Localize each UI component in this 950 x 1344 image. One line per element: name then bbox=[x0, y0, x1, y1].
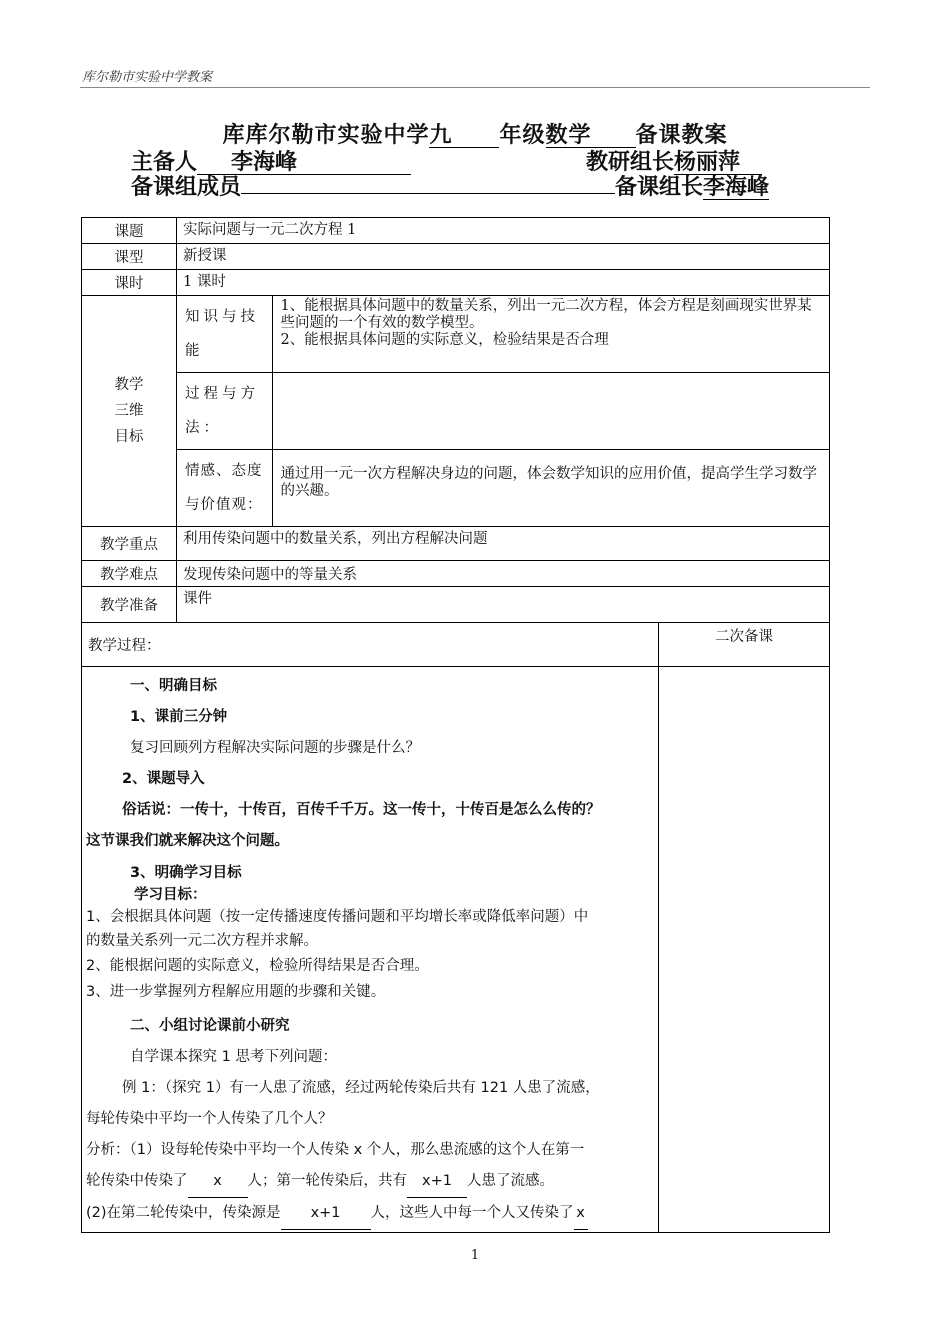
blank-4: x bbox=[574, 1198, 588, 1230]
process-method-label: 过程与方法： bbox=[177, 373, 272, 450]
topic-label: 课题 bbox=[82, 218, 177, 244]
blank-2: x+1 bbox=[407, 1166, 467, 1198]
grade-suffix: 年级 bbox=[499, 122, 546, 148]
group-line bbox=[131, 170, 769, 201]
research-leader-label: 教研组长 bbox=[586, 149, 675, 175]
process-method-content bbox=[272, 373, 829, 450]
blank-1: x bbox=[188, 1166, 248, 1198]
title-suffix: 备课教案 bbox=[635, 122, 728, 148]
section-1-1-text: 复习回顾列方程解决实际问题的步骤是什么？ bbox=[130, 740, 420, 756]
section-1-2-heading: 2、课题导入 bbox=[122, 771, 205, 787]
header-note: 库尔勒市实验中学教案 bbox=[82, 70, 213, 85]
section-1-1-heading: 1、课前三分钟 bbox=[130, 709, 228, 725]
emotion-value-content: 通过用一元一次方程解决身边的问题，体会数学知识的应用价值，提高学生学习数学的兴趣。 bbox=[280, 466, 817, 499]
topic-value: 实际问题与一元二次方程 1 bbox=[177, 218, 830, 244]
emotion-value-label: 情感、态度与价值观： bbox=[177, 450, 272, 527]
header-divider bbox=[80, 87, 870, 88]
goal-2: 2、能根据问题的实际意义，检验所得结果是否合理。 bbox=[86, 958, 429, 974]
preparer-label: 主备人 bbox=[131, 149, 198, 175]
knowledge-skill-label: 知识与技能 bbox=[177, 296, 272, 373]
difficulty-label: 教学难点 bbox=[82, 561, 177, 587]
lesson-plan-table bbox=[81, 217, 830, 1233]
objectives-label: 教学 三维 目标 bbox=[82, 296, 177, 527]
group-leader-label: 备课组长 bbox=[615, 174, 704, 200]
second-prep-label: 二次备课 bbox=[659, 623, 830, 667]
second-prep-content bbox=[659, 667, 830, 1233]
goal-1-a: 1、会根据具体问题（按一定传播速度传播问题和平均增长率或降低率问题）中 bbox=[86, 909, 589, 925]
type-label: 课型 bbox=[82, 244, 177, 270]
analysis-1-a: 分析：（1）设每轮传染中平均一个人传染 x 个人，那么患流感的这个人在第一 bbox=[86, 1142, 585, 1158]
type-value: 新授课 bbox=[177, 244, 830, 270]
preparer-value: 李海峰 bbox=[197, 150, 411, 175]
learning-goals-heading: 学习目标： bbox=[134, 887, 207, 903]
preparation-label: 教学准备 bbox=[82, 587, 177, 623]
goal-3: 3、进一步掌握列方程解应用题的步骤和关键。 bbox=[86, 984, 386, 1000]
hours-value: 1 课时 bbox=[177, 270, 830, 296]
group-members-value bbox=[241, 193, 615, 194]
section-1-heading: 一、明确目标 bbox=[130, 678, 217, 694]
process-label: 教学过程： bbox=[82, 623, 659, 667]
example-1-b: 每轮传染中平均一个人传染了几个人？ bbox=[86, 1111, 333, 1127]
analysis-1-b: 轮传染中传染了 x 人；第一轮传染后，共有 x+1 人患了流感。 bbox=[86, 1166, 654, 1198]
grade-value: 九 bbox=[429, 123, 499, 148]
group-leader-value: 李海峰 bbox=[703, 174, 770, 200]
section-1-2-text-a: 俗话说：一传十，十传百，百传千千万。这一传十，十传百是怎么么传的？ bbox=[122, 802, 601, 818]
page-number: 1 bbox=[470, 1248, 480, 1263]
section-1-3-heading: 3、明确学习目标 bbox=[130, 865, 242, 881]
key-point-value: 利用传染问题中的数量关系，列出方程解决问题 bbox=[177, 527, 830, 561]
preparation-value: 课件 bbox=[177, 587, 830, 623]
section-1-2-text-b: 这节课我们就来解决这个问题。 bbox=[86, 833, 289, 849]
analysis-2: (2)在第二轮传染中，传染源是 x+1 人，这些人中每一个人又传染了 x bbox=[86, 1198, 654, 1230]
objectives-table bbox=[177, 296, 829, 526]
section-2-intro: 自学课本探究 1 思考下列问题： bbox=[130, 1049, 337, 1065]
example-1-a: 例 1：（探究 1）有一人患了流感，经过两轮传染后共有 121 人患了流感， bbox=[122, 1080, 600, 1096]
difficulty-value: 发现传染问题中的等量关系 bbox=[177, 561, 830, 587]
school-name: 库库尔勒市实验中学 bbox=[222, 122, 430, 148]
knowledge-skill-content: 1、能根据具体问题中的数量关系，列出一元二次方程，体会方程是刻画现实世界某些问题的一个有效的数学模型。 2、能根据具体问题的实际意义，检验结果是否合理 bbox=[272, 296, 829, 373]
subject-value: 数学 bbox=[546, 123, 636, 148]
group-members-label: 备课组成员 bbox=[131, 174, 242, 200]
process-content bbox=[82, 667, 659, 1233]
blank-3: x+1 bbox=[281, 1198, 371, 1230]
section-2-heading: 二、小组讨论课前小研究 bbox=[130, 1018, 290, 1034]
research-leader-value: 杨丽萍 bbox=[674, 150, 762, 175]
key-point-label: 教学重点 bbox=[82, 527, 177, 561]
hours-label: 课时 bbox=[82, 270, 177, 296]
goal-1-b: 的数量关系列一元二次方程并求解。 bbox=[86, 933, 318, 949]
